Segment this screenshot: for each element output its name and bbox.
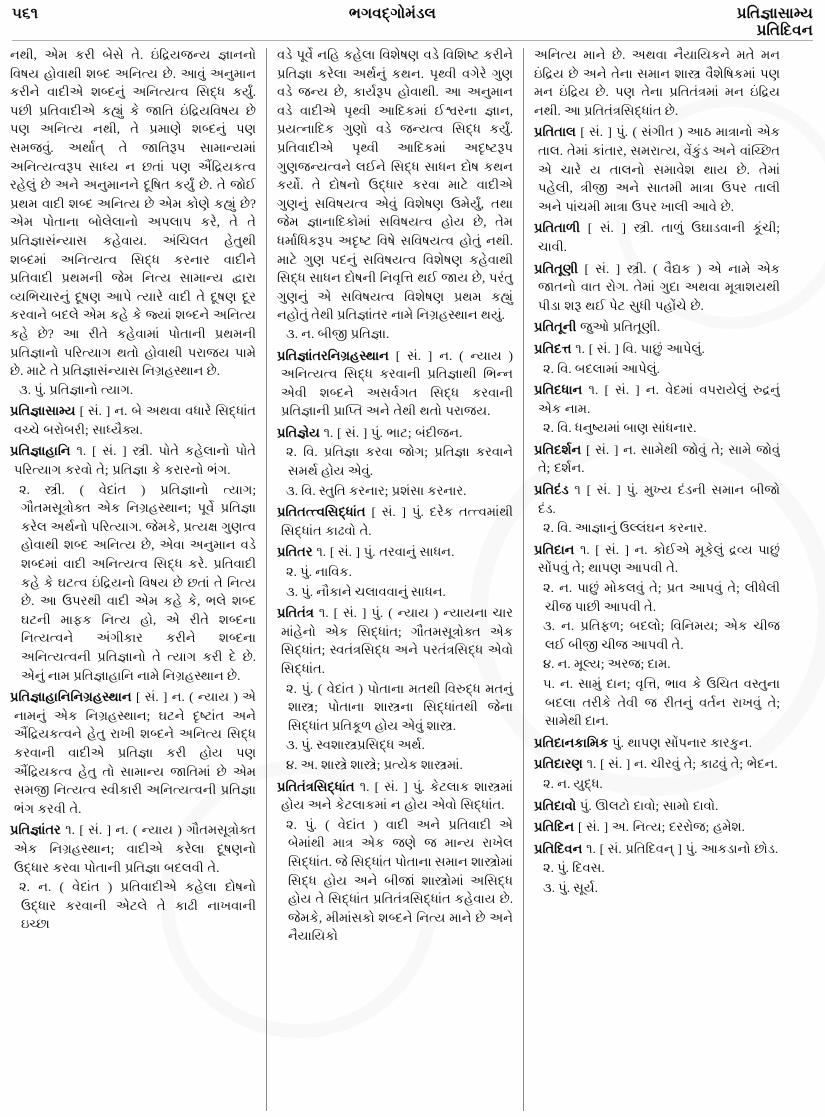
entry-definition: ૧. [ સં. ] પું. કેટલાક શાસ્ત્રમાં હોય અને કેટલાકમાં ન હોય એવો સિદ્ધાંત. xyxy=(281,778,513,813)
entry-headword[interactable]: પ્રતિદારણ xyxy=(534,756,583,772)
entry-sense: ૨. ન. પાછું મોકલવું તે; પ્રત આપવું તે; લીધેલી ચીજ પાછી આપવી તે. xyxy=(543,580,780,614)
folio-number: ૫૬૧ xyxy=(12,6,39,22)
entry-sense: ૫. ન. સામું દાન; વૃત્તિ, ભાવ કે ઉચિત વસ્તુના બદલા તરીકે તેવી જ રીતનું વર્તન રાખવું તે; સામેથી દાન. xyxy=(543,676,780,729)
entry-sense: ૨. વિ. આજ્ઞાનું ઉલ્લંઘન કરનાર. xyxy=(543,520,707,536)
entry-headword[interactable]: પ્રતિજ્ઞાંતરનિગ્રહસ્થાન xyxy=(277,347,389,363)
entry-headword[interactable]: પ્રતિદર્શન xyxy=(534,441,582,457)
dictionary-entry xyxy=(534,818,780,837)
dictionary-entry xyxy=(534,340,780,359)
entry-definition: [ સં. ] સ્ત્રી. ( વૈદ્યક ) એ નામે એક જાતનો વાત રોગ. તેમાં ગુદા અથવા મૂત્રાશયથી પીડા શરૂ થઈ પેટ સુધી પહોંચે છે. xyxy=(538,260,780,313)
entry-headword[interactable]: પ્રતિતર xyxy=(277,544,313,560)
dictionary-entry xyxy=(534,381,780,418)
entry-sense: ૩. ન. પ્રતિફળ; બદલો; વિનિમય; એક ચીજ લઈ બીજી ચીજ આપવી તે. xyxy=(543,618,780,652)
entry-sense: ૨. પું. ( વેદાંત ) વાદી અને પ્રતિવાદી એ બેમાંથી માત્ર એક જણે જ માન્ય રાખેલ સિદ્ધાંત. જે સિદ્ધાંત પોતાના સમાન શાસ્ત્રોમાં સિદ્ધ હોય અને બીજાં શાસ્ત્રોમાં અસિદ્ધ હોય તે સિદ્ધાંત પ્રતિતંત્રસિદ્ધાંત કહેવાય છે. જેમકે, મીમાંસકો શબ્દને નિત્ય માને છે અને નૈયાયિકો xyxy=(286,816,513,944)
entry-definition: પું. થાપણ સોંપનાર કારકુન. xyxy=(608,734,752,750)
entry-headword[interactable]: પ્રતિજ્ઞાંતર xyxy=(10,822,61,838)
entry-definition: જુઓ પ્રતિતૂણી. xyxy=(576,319,661,335)
header-divider xyxy=(12,40,813,41)
entry-headword[interactable]: પ્રતિતત્ત્વસિદ્ધાંત xyxy=(277,504,366,520)
entry-sense: ૨. ન. ( વેદાંત ) પ્રતિવાદીએ કહેલા દોષનો ઉદ્ધાર કરવાની એટલે તે કાઢી નાખવાની ઇચ્છા xyxy=(19,879,256,932)
entry-sense: ૪. અ. શાસ્ત્રે શાસ્ત્રે; પ્રત્યેક શાસ્ત્રમાં. xyxy=(286,756,463,772)
entry-headword[interactable]: પ્રતિતંત્ર xyxy=(277,605,314,621)
entry-sense: ૨. વિ. બદલામાં આપેલું. xyxy=(543,360,660,376)
entry-sense: ૩. પું. સ્વશાસ્ત્રપ્રસિદ્ધ અર્થ. xyxy=(286,737,425,753)
dictionary-entry xyxy=(277,778,513,815)
dictionary-entry xyxy=(277,424,513,443)
guide-words xyxy=(623,6,813,41)
entry-sense: ૨. વિ. ધનુષ્યમાં બાણ સાંધનાર. xyxy=(543,420,697,436)
entry-definition: [ સં. ] ન. ( ન્યાય ) એ નામનું એક નિગ્રહસ્થાન; ઘટને દૃષ્ટાંત અને ઐંદ્રિયકત્વને હેતુ રાખી શબ્દને અનિત્ય સિદ્ધ કરવાની વાદીએ પ્રતિજ્ઞા કરી હોય પણ ઐંદ્રિયકત્વ હેતુ તો સામાન્ય જાતિમાં છે એમ સમજી નિત્યત્વ સ્વીકારી અનિત્યત્વની પ્રતિજ્ઞા ભંગ કરવી તે. xyxy=(14,689,256,816)
dictionary-entry xyxy=(534,755,780,774)
entry-sense: ૨. ન. યુદ્ધ. xyxy=(543,775,603,791)
entry-definition: ૧. [ સં. ] વિ. પાછું આપેલું. xyxy=(571,340,705,356)
entry-headword[interactable]: પ્રતિદાનકામિક xyxy=(534,734,609,750)
dictionary-entry xyxy=(10,821,256,877)
entry-headword[interactable]: પ્રતિતાળી xyxy=(534,220,580,236)
dictionary-entry xyxy=(534,219,780,256)
entry-definition: [ સં. ] પું. ( સંગીત ) આઠ માત્રાનો એક તાલ. તેમાં કાંતાર, સમરાત્ય, વેંકુંડ અને વાંચ્છિત એ ચારે ય તાલનો સમાવેશ થાય છે. તેમાં પહેલી, ત્રીજી અને સાતમી માત્રા ઉપર તાલી અને પાંચમી માત્રા ઉપર ખાલી આવે છે. xyxy=(538,124,780,214)
entry-headword[interactable]: પ્રતિદિન xyxy=(534,819,575,835)
entry-sense: ૨. પું. દિવસ. xyxy=(543,860,605,876)
entry-definition: [ સં. ] અ. નિત્ય; દરરોજ; હમેશ. xyxy=(574,819,745,835)
entry-continuation: નથી, એમ કરી બેસે તે. ઇંદ્રિયજન્ય જ્ઞાનનો વિષય હોવાથી શબ્દ અનિત્ય છે. આવું અનુમાન કરીને વાદીએ શબ્દનું અનિત્યત્વ સિદ્ધ કર્યું. પછી પ્રતિવાદીએ કહ્યું કે જાતિ ઇંદ્રિયવિષય છે પણ અનિત્ય નથી, તે પ્રમાણે શબ્દનું પણ સમજવું. અર્થાત્ તે જાતિરૂપ સામાન્યમાં અનિત્યત્વરૂપ સાધ્ય ન છતાં પણ ઐંદ્રિયકત્વ રહેલું છે અને અનુમાનને દૂષિત કર્યું છે. તે જોઈ પ્રથમ વાદી શબ્દ અનિત્ય છે એમ કોણે કહ્યું છે? એમ પોતાના બોલેલાનો અપલાપ કરે, તે તે પ્રતિજ્ઞાસંન્યાસ કહેવાય. અંચિલત હેતુથી શબ્દમાં અનિત્યત્વ સિદ્ધ કરનાર વાદીને પ્રતિવાદી પ્રથમની જેમ નિત્ય સામાન્ય દ્વારા વ્યભિચારનું દૂષણ આપે ત્યારે વાદી તે દૂષણ દૂર કરવાને બદલે એમ કહે કે જ્યાં શબ્દને અનિત્ય કહે છે? આ રીતે કહેવામાં પોતાની પ્રથમની પ્રતિજ્ઞાનો પરિત્યાગ થતો હોવાથી પરાજય પામે છે. માટે તે પ્રતિજ્ઞાસંન્યાસ નિગ્રહસ્થાન છે. xyxy=(10,47,256,379)
entry-sense: ૪. ન. મૂલ્ય; અરજ; દામ. xyxy=(543,656,671,672)
dictionary-entry xyxy=(534,541,780,578)
entry-headword[interactable]: પ્રતિતંત્રસિદ્ધાંત xyxy=(277,778,355,794)
dictionary-entry xyxy=(534,123,780,216)
entry-definition: ૧. [ સં. ] ન. કોઈએ મૂકેલું દ્રવ્ય પાછું સોંપવું તે; થાપણ આપવી તે. xyxy=(538,541,780,576)
entry-headword[interactable]: પ્રતિજ્ઞાસામ્ય xyxy=(10,403,76,419)
entry-headword[interactable]: પ્રતિજ્ઞાહાનિનિગ્રહસ્થાન xyxy=(10,689,132,705)
entry-sense: ૨. પું. ( વેદાંત ) પોતાના મતથી વિરુદ્ધ મતનું શાસ્ત્ર; પોતાના શાસ્ત્રના સિદ્ધાંતથી જેના સિદ્ધાંત પ્રતિકૂળ હોય એવું શાસ્ત્ર. xyxy=(286,680,513,733)
entry-definition: ૧. [ સં. ] સ્ત્રી. પોતે કહેલાનો પોતે પરિત્યાગ કરવો તે; પ્રતિજ્ઞા કે કરારનો ભંગ. xyxy=(14,443,256,478)
entry-sense: ૩. ન. બીજી પ્રતિજ્ઞા. xyxy=(286,325,390,341)
entry-definition: ૧. [ સં. ] પું. ભાટ; બંદીજન. xyxy=(319,424,463,440)
entry-definition: [ સં. ] ન. ( ન્યાય ) અનિત્યત્વ સિદ્ધ કરવાની પ્રતિજ્ઞાથી ભિન્ન એવી શબ્દને અસર્વગત સિદ્ધ કરવાની પ્રતિજ્ઞાની પ્રાપ્તિ અને તેથી થતો પરાજય. xyxy=(281,347,513,419)
text-column-3 xyxy=(524,46,780,1111)
dictionary-entry xyxy=(277,503,513,540)
entry-definition: ૧. [ સં. ] પું. ( ન્યાય ) ન્યાયના ચાર માંહેનો એક સિદ્ધાંત; ગૌતમસૂત્રોક્ત એક સિદ્ધાંત; સ્વતંત્રસિદ્ધ અને પરતંત્રસિદ્ધ એવો સિદ્ધાંત. xyxy=(281,605,513,676)
entry-definition: ૧. [ સં. ] ન. વેદમાં વપરાયેલું રુદ્રનું એક નામ. xyxy=(538,382,780,416)
entry-sense: ૨. વિ. પ્રતિજ્ઞા કરવા જોગ; પ્રતિજ્ઞા કરવાને સમર્થ હોય એવું. xyxy=(286,444,513,479)
page-header xyxy=(0,0,825,38)
entry-headword[interactable]: પ્રતિતૂણી xyxy=(534,260,578,276)
dictionary-entry xyxy=(534,318,780,337)
column-container xyxy=(10,46,815,1111)
dictionary-entry xyxy=(10,402,256,439)
dictionary-entry xyxy=(277,543,513,562)
entry-headword[interactable]: પ્રતિજ્ઞેય xyxy=(277,424,320,440)
entry-definition: ૧. [ સં. ] ન. ( ન્યાય ) ગૌતમસૂત્રોક્ત એક નિગ્રહસ્થાન; વાદીએ કરેલા દૂષણનો ઉદ્ધાર કરવા પોતાની પ્રતિજ્ઞા બદલવી તે. xyxy=(14,822,256,875)
entry-headword[interactable]: પ્રતિતૂની xyxy=(534,319,577,335)
book-title: ભગવદ્ગોમંડલ xyxy=(348,6,437,22)
dictionary-entry xyxy=(534,840,780,859)
dictionary-entry xyxy=(277,604,513,678)
dictionary-entry xyxy=(534,441,780,478)
entry-headword[interactable]: પ્રતિદધાન xyxy=(534,382,583,398)
entry-sense: ૩. વિ. સ્તુતિ કરનાર; પ્રશંસા કરનાર. xyxy=(286,482,467,498)
entry-definition: ૧. [ સં. ] ન. ચીરવું તે; કાઢવું તે; ભેદન. xyxy=(582,756,778,772)
dictionary-entry xyxy=(10,442,256,479)
entry-sense: ૩. પું. પ્રતિજ્ઞાનો ત્યાગ. xyxy=(19,381,134,397)
entry-headword[interactable]: પ્રતિદિવન xyxy=(534,840,583,856)
entry-headword[interactable]: પ્રતિદત્ત xyxy=(534,340,572,356)
text-column-2 xyxy=(267,46,523,1111)
dictionary-entry xyxy=(534,734,780,753)
entry-headword[interactable]: પ્રતિતાલ xyxy=(534,124,576,140)
entry-sense: ૨. પું. નાવિક. xyxy=(286,564,352,580)
entry-definition: [ સં. ] સ્ત્રી. તાળું ઉઘાડવાની કૂંચી; ચાવી. xyxy=(538,220,780,254)
entry-sense: ૩. પું. નૌકાને ચલાવવાનું સાધન. xyxy=(286,583,446,599)
entry-definition: ૧ [ સં. ] પું. મુખ્ય દંડની સમાન બીજો દંડ. xyxy=(538,482,780,516)
entry-definition: ૧. [ સં. પ્રતિદિવન્ ] પું. આકડાનો છોડ. xyxy=(582,840,779,856)
entry-definition: [ સં. ] પું. દરેક તત્ત્વમાંથી સિદ્ધાંત કાઢવો તે. xyxy=(281,504,513,538)
entry-sense: ૩. પું. સૂર્ય. xyxy=(543,879,598,895)
entry-headword[interactable]: પ્રતિદાન xyxy=(534,541,575,557)
entry-headword[interactable]: પ્રતિદાવો xyxy=(534,797,577,813)
dictionary-entry xyxy=(534,797,780,816)
entry-headword[interactable]: પ્રતિજ્ઞાહાનિ xyxy=(10,443,71,459)
entry-continuation: અનિત્ય માને છે. અથવા નૈયાયિકને મતે મન ઇંદ્રિય છે અને તેના સમાન શાસ્ત્ર વૈશેષિકમાં પણ મન ઇંદ્રિય છે. પણ તેના પ્રતિતંત્રમાં મન ઇંદ્રિય નથી. આ પ્રતિતંત્રસિદ્ધાંત છે. xyxy=(534,47,780,118)
entry-definition: [ સં. ] ન. બે અથવા વધારે સિદ્ધાંત વચ્ચે બરોબરી; સાધ્યૈક્ય. xyxy=(14,403,256,437)
entry-definition: ૧. [ સં. ] પું. તરવાનું સાધન. xyxy=(312,544,455,560)
dictionary-entry xyxy=(277,347,513,421)
entry-definition: પું. ઊલટો દાવો; સામો દાવો. xyxy=(576,797,719,813)
guide-word-bottom: પ્રતિદિવન xyxy=(756,23,813,40)
entry-headword[interactable]: પ્રતિદંડ xyxy=(534,482,569,498)
dictionary-entry xyxy=(534,260,780,316)
text-column-1 xyxy=(10,46,266,1111)
dictionary-entry xyxy=(10,688,256,818)
guide-word-top: પ્રતિજ્ઞાસામ્ય xyxy=(736,6,813,22)
entry-continuation: વડે પૂર્વે નહિ કહેલા વિશેષણ વડે વિશિષ્ટ કરીને પ્રતિજ્ઞા કરેલા અર્થનું કથન. પૃથ્વી વગેરે ગુણ વડે જન્ય છે, કાર્યરૂપ હોવાથી. આ અનુમાન વડે વાદીએ પૃથ્વી આદિકમાં ઈશ્વરના જ્ઞાન, પ્રયત્નાદિક ગુણો વડે જન્યત્વ સિદ્ધ કર્યું. પ્રતિવાદીએ પૃથ્વી આદિકમાં અદૃષ્ટરૂપ ગુણજન્યત્વને લઈને સિદ્ધ સાધન દોષ કથન કર્યો. તે દોષનો ઉદ્ધાર કરવા માટે વાદીએ ગુણનું સવિષયત્વ એવું વિશેષણ ઉમેર્યું, તથા જેમ જ્ઞાનાદિકોમાં સવિષયત્વ હોય છે, તેમ ધર્માધિકરૂપ અદૃષ્ટ વિષે સવિષયત્વ હોતું નથી. માટે ગુણ પદનું સવિષયત્વ વિશેષણ કહેવાથી સિદ્ધ સાધન દોષની નિવૃત્તિ થઈ જાય છે, પરંતુ ગુણનું એ સવિષયત્વ વિશેષણ પ્રથમ કહ્યું નહોતું તેથી પ્રતિજ્ઞાંતર નામે નિગ્રહસ્થાન થયું. xyxy=(277,47,513,323)
entry-definition: [ સં. ] ન. સામેથી જોવું તે; સામે જોવું તે; દર્શન. xyxy=(538,441,780,476)
dictionary-entry xyxy=(534,481,780,518)
entry-sense: ૨. સ્ત્રી. ( વેદાંત ) પ્રતિજ્ઞાનો ત્યાગ; ગૌતમસૂત્રોક્ત એક નિગ્રહસ્થાન; પૂર્વે પ્રતિજ્ઞા કરેલ અર્થનો પરિત્યાગ. જેમકે, પ્રત્યક્ષ ગુણત્વ હોવાથી શબ્દ અનિત્ય છે, એવા અનુમાન વડે શબ્દમાં વાદી અનિત્યત્વ સિદ્ધ કરે. પ્રતિવાદી કહે કે ઘટત્વ ઇંદ્રિયનો વિષય છે છતાં તે નિત્ય છે. આ ઉપરથી વાદી એમ કહે કે, ભલે શબ્દ ઘટની માફક નિત્ય હો, એ રીતે શબ્દના નિત્યત્વને અંગીકાર કરીને શબ્દના અનિત્યત્વની પ્રતિજ્ઞાનો તે ત્યાગ કરી દે છે. એનું નામ પ્રતિજ્ઞાહાનિ નામે નિગ્રહસ્થાન છે. xyxy=(19,481,256,683)
